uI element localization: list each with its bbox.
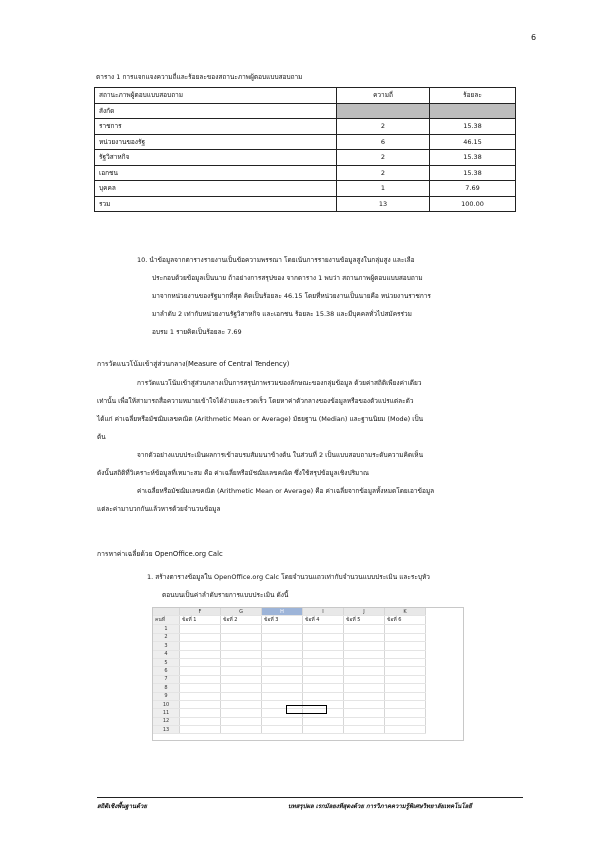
sheet-cell[interactable] bbox=[385, 633, 426, 641]
sheet-body bbox=[153, 625, 426, 734]
sheet-row bbox=[153, 675, 426, 683]
sheet-row bbox=[153, 717, 426, 725]
sheet-cell[interactable] bbox=[303, 726, 344, 734]
column-header[interactable]: K bbox=[385, 608, 426, 616]
sheet-cell[interactable] bbox=[303, 650, 344, 658]
sheet-cell[interactable] bbox=[344, 675, 385, 683]
sheet-cell[interactable] bbox=[303, 675, 344, 683]
sheet-row bbox=[153, 658, 426, 666]
column-header[interactable]: G bbox=[221, 608, 262, 616]
sheet-cell[interactable] bbox=[262, 717, 303, 725]
sheet-cell[interactable] bbox=[180, 684, 221, 692]
sheet-cell[interactable] bbox=[221, 709, 262, 717]
paragraph-line: มาลำดับ 2 เท่ากับหน่วยงานรัฐวิสาหกิจ และเอกชน ร้อยละ 15.38 และมีบุคคลทั่วไปสมัครร่วม bbox=[152, 310, 412, 318]
frequency-table bbox=[94, 87, 516, 212]
paragraph-line: 10. นำข้อมูลจากตารางรายงานเป็นข้อความพรรณา โดยเน้นการรายงานข้อมูลสูงในกลุ่มสูง และเลือ bbox=[137, 256, 415, 264]
table-header-row bbox=[95, 88, 516, 104]
sheet-cell[interactable] bbox=[344, 633, 385, 641]
sheet-cell[interactable] bbox=[262, 642, 303, 650]
paragraph-line: แต่ละค่ามาบวกกันแล้วหารด้วยจำนวนข้อมูล bbox=[97, 505, 221, 513]
sheet-cell[interactable] bbox=[385, 675, 426, 683]
paragraph-line: ประกอบด้วยข้อมูลเป็นนาย ถ้าอย่างการสรุปของ จากตาราง 1 พบว่า สถานภาพผู้ตอบแบบสอบถาม bbox=[152, 274, 423, 282]
sheet-cell[interactable] bbox=[221, 684, 262, 692]
label-cell[interactable]: คนที่ bbox=[153, 616, 180, 625]
sheet-cell[interactable] bbox=[385, 625, 426, 633]
sheet-cell[interactable] bbox=[180, 700, 221, 708]
table-row bbox=[95, 165, 516, 181]
label-cell[interactable]: ข้อที่ 4 bbox=[303, 616, 344, 625]
sheet-cell[interactable] bbox=[262, 650, 303, 658]
sheet-cell[interactable] bbox=[344, 717, 385, 725]
table-caption: ตาราง 1 การแจกแจงความถี่และร้อยละของสถานะภาพผู้ตอบแบบสอบถาม bbox=[96, 73, 303, 81]
paragraph-line: ได้แก่ ค่าเฉลี่ยหรือมัชฌิมเลขคณิต (Arithmetic Mean or Average) มัธยฐาน (Median) และฐานนิยม (Mode) เป็น bbox=[97, 415, 424, 423]
heading-central-tendency: การวัดแนวโน้มเข้าสู่ส่วนกลาง(Measure of Central Tendency) bbox=[97, 360, 290, 368]
section-label: สังกัด bbox=[95, 103, 337, 119]
sheet-cell[interactable] bbox=[180, 650, 221, 658]
sheet-cell[interactable] bbox=[385, 700, 426, 708]
sheet-cell[interactable] bbox=[180, 709, 221, 717]
row-frequency: 2 bbox=[337, 119, 430, 135]
paragraph-line: ดังนั้นสถิติที่วิเคราะห์ข้อมูลที่เหมาะสม คือ ค่าเฉลี่ยหรือมัชฌิมเลขคณิต ซึ่งใช้สรุปข้อมูลเชิงปริมาณ bbox=[97, 469, 370, 477]
sheet-cell[interactable] bbox=[303, 658, 344, 666]
sheet-cell[interactable] bbox=[221, 726, 262, 734]
label-row bbox=[153, 616, 426, 625]
table-total-row bbox=[95, 196, 516, 212]
sheet-row bbox=[153, 692, 426, 700]
footer-divider bbox=[97, 797, 523, 798]
sheet-cell[interactable] bbox=[221, 717, 262, 725]
table-row bbox=[95, 150, 516, 166]
section-blank-cell bbox=[337, 103, 430, 119]
sheet-cell[interactable] bbox=[180, 658, 221, 666]
row-number[interactable]: 10 bbox=[153, 700, 180, 708]
column-header[interactable]: J bbox=[344, 608, 385, 616]
sheet-cell[interactable] bbox=[303, 717, 344, 725]
sheet-row bbox=[153, 726, 426, 734]
sheet-cell[interactable] bbox=[385, 642, 426, 650]
paragraph-line: มาจากหน่วยงานของรัฐมากที่สุด คิดเป็นร้อยละ 46.15 โดยที่หน่วยงานเป็นนายคือ หน่วยงานราชการ bbox=[152, 292, 431, 300]
row-percent: 46.15 bbox=[430, 134, 516, 150]
column-header-row bbox=[153, 608, 426, 616]
sheet-row bbox=[153, 684, 426, 692]
sheet-cell[interactable] bbox=[262, 692, 303, 700]
paragraph-line: จากตัวอย่างแบบประเมินผลการเข้าอบรมสัมมนาข้างต้น ในส่วนที่ 2 เป็นแบบสอบถามระดับความคิดเห็น bbox=[137, 451, 424, 459]
sheet-cell[interactable] bbox=[221, 642, 262, 650]
paragraph-line: ต้น bbox=[97, 433, 106, 441]
footer-left: สถิติเชิงพื้นฐานด้วย bbox=[97, 803, 147, 810]
sheet-cell[interactable] bbox=[303, 667, 344, 675]
sheet-cell[interactable] bbox=[221, 675, 262, 683]
label-cell[interactable]: ข้อที่ 3 bbox=[262, 616, 303, 625]
active-cell-cursor[interactable] bbox=[286, 705, 327, 714]
sheet-cell[interactable] bbox=[262, 667, 303, 675]
sheet-cell[interactable] bbox=[344, 709, 385, 717]
row-number[interactable]: 9 bbox=[153, 692, 180, 700]
paragraph-line: ค่าเฉลี่ยหรือมัชฌิมเลขคณิต (Arithmetic Mean or Average) คือ ค่าเฉลี่ยจากข้อมูลทั้งหมดโดยเอาข้อมูล bbox=[137, 487, 435, 495]
row-number[interactable]: 8 bbox=[153, 684, 180, 692]
spreadsheet-screenshot bbox=[152, 607, 464, 741]
row-number[interactable]: 4 bbox=[153, 650, 180, 658]
header-frequency: ความถี่ bbox=[337, 88, 430, 104]
table-row bbox=[95, 134, 516, 150]
sheet-cell[interactable] bbox=[344, 658, 385, 666]
sheet-cell[interactable] bbox=[344, 700, 385, 708]
sheet-cell[interactable] bbox=[180, 717, 221, 725]
row-label: บุคคล bbox=[95, 181, 337, 197]
row-frequency: 2 bbox=[337, 165, 430, 181]
sheet-cell[interactable] bbox=[303, 692, 344, 700]
row-label: ราชการ bbox=[95, 119, 337, 135]
sheet-cell[interactable] bbox=[385, 684, 426, 692]
row-label: เอกชน bbox=[95, 165, 337, 181]
sheet-cell[interactable] bbox=[303, 625, 344, 633]
row-frequency: 1 bbox=[337, 181, 430, 197]
column-header[interactable]: I bbox=[303, 608, 344, 616]
row-label: รวม bbox=[95, 196, 337, 212]
sheet-row bbox=[153, 642, 426, 650]
row-label: หน่วยงานของรัฐ bbox=[95, 134, 337, 150]
paragraph-line: ตอนบนเป็นค่าลำดับรายการแบบประเมิน ดังนี้ bbox=[162, 591, 289, 599]
paragraph-line: เท่านั้น เพื่อให้สามารถสื่อความหมายเข้าใจได้ง่ายและรวดเร็ว โดยหาค่าตัวกลางของข้อมูลหรือของตัวแปรแต่ละตัว bbox=[97, 397, 414, 405]
sheet-cell[interactable] bbox=[180, 633, 221, 641]
sheet-cell[interactable] bbox=[180, 642, 221, 650]
row-percent: 15.38 bbox=[430, 150, 516, 166]
page-number: 6 bbox=[531, 33, 537, 42]
paragraph-line: 1. สร้างตารางข้อมูลใน OpenOffice.org Calc โดยจำนวนแถวเท่ากับจำนวนแบบประเมิน และระบุหัว bbox=[147, 573, 430, 581]
row-number[interactable]: 1 bbox=[153, 625, 180, 633]
sheet-cell[interactable] bbox=[262, 684, 303, 692]
row-percent: 15.38 bbox=[430, 119, 516, 135]
column-header-selected[interactable]: H bbox=[262, 608, 303, 616]
paragraph-line: อบรม 1 รายคิดเป็นร้อยละ 7.69 bbox=[152, 328, 242, 336]
sheet-cell[interactable] bbox=[303, 642, 344, 650]
sheet-cell[interactable] bbox=[344, 625, 385, 633]
sheet-cell[interactable] bbox=[385, 650, 426, 658]
sheet-cell[interactable] bbox=[180, 625, 221, 633]
row-number[interactable]: 13 bbox=[153, 726, 180, 734]
paragraph-line: การวัดแนวโน้มเข้าสู่ส่วนกลางเป็นการสรุปภาพรวมของลักษณะของกลุ่มข้อมูล ด้วยค่าสถิติเพียงค่าเดียว bbox=[137, 379, 422, 387]
sheet-cell[interactable] bbox=[180, 667, 221, 675]
sheet-cell[interactable] bbox=[221, 692, 262, 700]
row-frequency: 2 bbox=[337, 150, 430, 166]
header-percent: ร้อยละ bbox=[430, 88, 516, 104]
row-percent: 100.00 bbox=[430, 196, 516, 212]
sheet-cell[interactable] bbox=[262, 633, 303, 641]
table-row bbox=[95, 119, 516, 135]
sheet-cell[interactable] bbox=[180, 692, 221, 700]
sheet-cell[interactable] bbox=[221, 700, 262, 708]
sheet-cell[interactable] bbox=[221, 650, 262, 658]
sheet-cell[interactable] bbox=[262, 675, 303, 683]
sheet-cell[interactable] bbox=[180, 726, 221, 734]
table-section-row bbox=[95, 103, 516, 119]
sheet-cell[interactable] bbox=[385, 717, 426, 725]
sheet-cell[interactable] bbox=[385, 667, 426, 675]
row-number[interactable]: 6 bbox=[153, 667, 180, 675]
row-number[interactable]: 3 bbox=[153, 642, 180, 650]
sheet-cell[interactable] bbox=[221, 633, 262, 641]
sheet-cell[interactable] bbox=[385, 709, 426, 717]
row-number[interactable]: 12 bbox=[153, 717, 180, 725]
sheet-cell[interactable] bbox=[344, 726, 385, 734]
heading-calc-average: การหาค่าเฉลี่ยด้วย OpenOffice.org Calc bbox=[97, 550, 223, 558]
sheet-cell[interactable] bbox=[385, 692, 426, 700]
row-frequency: 6 bbox=[337, 134, 430, 150]
sheet-cell[interactable] bbox=[344, 650, 385, 658]
sheet-cell[interactable] bbox=[262, 726, 303, 734]
sheet-cell[interactable] bbox=[385, 658, 426, 666]
row-number[interactable]: 2 bbox=[153, 633, 180, 641]
corner-cell bbox=[153, 608, 180, 616]
sheet-cell[interactable] bbox=[344, 692, 385, 700]
sheet-cell[interactable] bbox=[344, 684, 385, 692]
row-percent: 15.38 bbox=[430, 165, 516, 181]
sheet-cell[interactable] bbox=[262, 658, 303, 666]
row-frequency: 13 bbox=[337, 196, 430, 212]
table-row bbox=[95, 181, 516, 197]
sheet-cell[interactable] bbox=[303, 684, 344, 692]
row-number[interactable]: 5 bbox=[153, 658, 180, 666]
sheet-cell[interactable] bbox=[344, 642, 385, 650]
column-header[interactable]: F bbox=[180, 608, 221, 616]
sheet-cell[interactable] bbox=[180, 675, 221, 683]
body-central-tendency bbox=[97, 374, 517, 518]
paragraph-10 bbox=[137, 251, 515, 341]
row-label: รัฐวิสาหกิจ bbox=[95, 150, 337, 166]
row-number[interactable]: 11 bbox=[153, 709, 180, 717]
sheet-row bbox=[153, 633, 426, 641]
sheet-cell[interactable] bbox=[303, 633, 344, 641]
footer-right: บทสรุปผล เรกมัลยงทีสุดงด้วย การวิภาคความรู้พิเศษวิทยาลัยเทคโนโลยี bbox=[288, 803, 472, 810]
label-cell[interactable]: ข้อที่ 6 bbox=[385, 616, 426, 625]
sheet-cell[interactable] bbox=[221, 667, 262, 675]
row-number[interactable]: 7 bbox=[153, 675, 180, 683]
row-percent: 7.69 bbox=[430, 181, 516, 197]
sheet-cell[interactable] bbox=[221, 658, 262, 666]
header-status: สถานะภาพผู้ตอบแบบสอบถาม bbox=[95, 88, 337, 104]
sheet-cell[interactable] bbox=[221, 625, 262, 633]
label-cell[interactable]: ข้อที่ 2 bbox=[221, 616, 262, 625]
sheet-cell[interactable] bbox=[262, 625, 303, 633]
label-cell[interactable]: ข้อที่ 5 bbox=[344, 616, 385, 625]
sheet-row bbox=[153, 625, 426, 633]
step-1 bbox=[147, 568, 527, 604]
sheet-row bbox=[153, 650, 426, 658]
label-cell[interactable]: ข้อที่ 1 bbox=[180, 616, 221, 625]
sheet-cell[interactable] bbox=[385, 726, 426, 734]
section-blank-cell bbox=[430, 103, 516, 119]
sheet-row bbox=[153, 667, 426, 675]
sheet-cell[interactable] bbox=[344, 667, 385, 675]
